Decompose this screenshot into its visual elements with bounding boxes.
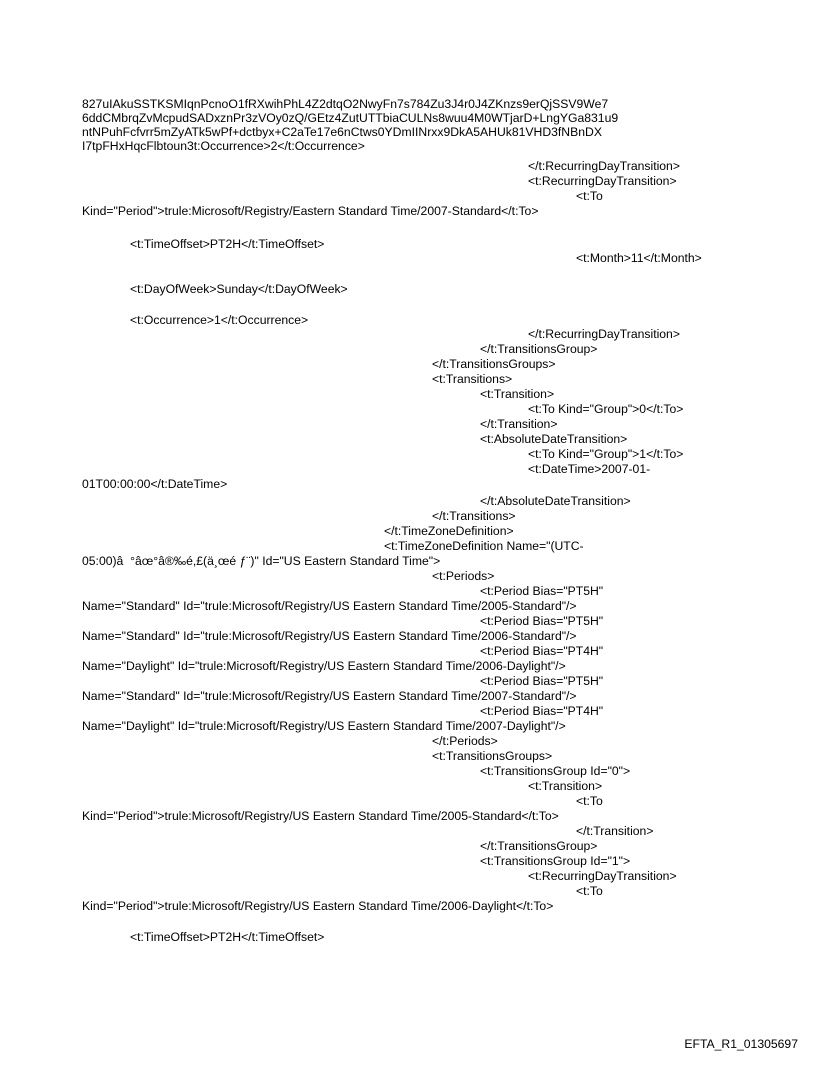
text-line: <t:AbsoluteDateTransition> — [480, 432, 628, 446]
text-line: 827uIAkuSSTKSMIqnPcnoO1fRXwihPhL4Z2dtqO2NwyFn7s784Zu3J4r0J4ZKnzs9erQjSSV9We7 — [82, 97, 609, 111]
text-line: <t:TransitionsGroups> — [432, 749, 553, 763]
text-line: <t:TimeZoneDefinition Name="(UTC- — [384, 539, 584, 553]
text-line: <t:To Kind="Group">0</t:To> — [528, 402, 684, 416]
text-line: Name="Standard" Id="trule:Microsoft/Registry/US Eastern Standard Time/2005-Standard"/> — [82, 599, 577, 613]
text-line: 01T00:00:00</t:DateTime> — [82, 477, 228, 491]
text-line: Name="Daylight" Id="trule:Microsoft/Registry/US Eastern Standard Time/2007-Daylight"/> — [82, 719, 566, 733]
text-line: <t:Period Bias="PT5H" — [480, 614, 604, 628]
text-line: <t:TransitionsGroup Id="1"> — [480, 854, 631, 868]
text-line: </t:TimeZoneDefinition> — [384, 524, 514, 538]
text-line: <t:Transitions> — [432, 372, 513, 386]
text-line: <t:Transition> — [480, 387, 555, 401]
text-line: <t:To — [576, 884, 603, 898]
text-line: </t:TransitionsGroups> — [432, 357, 556, 371]
text-line: Name="Standard" Id="trule:Microsoft/Registry/US Eastern Standard Time/2006-Standard"/> — [82, 629, 577, 643]
text-line: </t:Transition> — [576, 824, 654, 838]
text-line: 05:00)â °âœ°â®‰é,£(ä¸œé ƒ¨)" Id="US Eastern Standard Time"> — [82, 554, 441, 568]
text-line: Kind="Period">trule:Microsoft/Registry/US Eastern Standard Time/2005-Standard</t:To> — [82, 809, 559, 823]
text-line: <t:Transition> — [528, 779, 603, 793]
text-line: <t:DayOfWeek>Sunday</t:DayOfWeek> — [130, 282, 348, 296]
text-line: </t:AbsoluteDateTransition> — [480, 494, 631, 508]
text-line: <t:RecurringDayTransition> — [528, 869, 677, 883]
document-id-footer: EFTA_R1_01305697 — [684, 1037, 798, 1051]
text-line: </t:Transitions> — [432, 509, 516, 523]
text-line: <t:TimeOffset>PT2H</t:TimeOffset> — [130, 930, 325, 944]
text-line: Kind="Period">trule:Microsoft/Registry/US Eastern Standard Time/2006-Daylight</t:To> — [82, 899, 554, 913]
text-line: <t:TimeOffset>PT2H</t:TimeOffset> — [130, 237, 325, 251]
text-line: <t:RecurringDayTransition> — [528, 174, 677, 188]
text-line: ntNPuhFcfvrr5mZyATk5wPf+dctbyx+C2aTe17e6nCtws0YDmIINrxx9DkA5AHUk81VHD3fNBnDX — [82, 125, 602, 139]
text-line: <t:TransitionsGroup Id="0"> — [480, 764, 631, 778]
text-line: <t:Occurrence>1</t:Occurrence> — [130, 313, 309, 327]
text-line: 6ddCMbrqZvMcpudSADxznPr3zVOy0zQ/GEtz4ZutUTTbiaCULNs8wuu4M0WTjarD+LngYGa831u9 — [82, 111, 619, 125]
text-line: Name="Daylight" Id="trule:Microsoft/Registry/US Eastern Standard Time/2006-Daylight"/> — [82, 659, 566, 673]
text-line: </t:RecurringDayTransition> — [528, 159, 680, 173]
text-line: <t:Period Bias="PT4H" — [480, 644, 604, 658]
text-line: </t:Periods> — [432, 734, 498, 748]
text-line: I7tpFHxHqcFlbtoun3t:Occurrence>2</t:Occurrence> — [82, 139, 365, 153]
text-line: <t:Month>11</t:Month> — [576, 251, 702, 265]
text-line: <t:Period Bias="PT5H" — [480, 584, 604, 598]
text-line: </t:TransitionsGroup> — [480, 839, 598, 853]
text-line: <t:Period Bias="PT4H" — [480, 704, 604, 718]
text-line: <t:Periods> — [432, 569, 495, 583]
text-line: <t:To — [576, 794, 603, 808]
text-line: Name="Standard" Id="trule:Microsoft/Registry/US Eastern Standard Time/2007-Standard"/> — [82, 689, 577, 703]
text-line: </t:RecurringDayTransition> — [528, 327, 680, 341]
text-line: </t:Transition> — [480, 417, 558, 431]
text-line: <t:Period Bias="PT5H" — [480, 674, 604, 688]
text-line: <t:To — [576, 189, 603, 203]
text-line: <t:DateTime>2007-01- — [528, 462, 651, 476]
text-line: <t:To Kind="Group">1</t:To> — [528, 447, 684, 461]
text-line: Kind="Period">trule:Microsoft/Registry/Eastern Standard Time/2007-Standard</t:To> — [82, 204, 539, 218]
text-line: </t:TransitionsGroup> — [480, 342, 598, 356]
